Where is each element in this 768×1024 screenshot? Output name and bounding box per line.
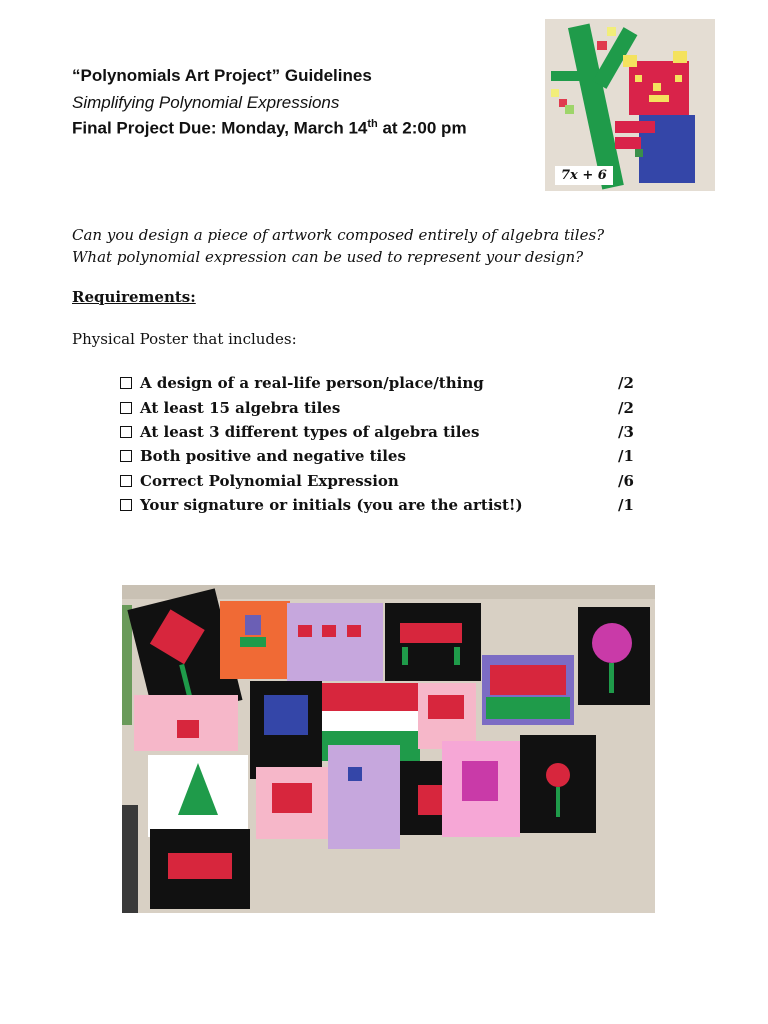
checklist-item [120, 395, 640, 419]
example-expression: 7x + 6 [555, 166, 613, 185]
checkbox[interactable] [120, 450, 132, 462]
student-gallery-photo [122, 585, 655, 913]
due-date: Final Project Due: Monday, March 14th at 2:00 pm [72, 118, 467, 138]
checklist-item-points: /1 [618, 447, 634, 466]
requirements-heading: Requirements: [72, 288, 196, 306]
checklist-item-text: At least 3 different types of algebra tiles [140, 422, 480, 441]
question-line: What polynomial expression can be used to represent your design? [72, 248, 584, 266]
checkbox[interactable] [120, 377, 132, 389]
checkbox[interactable] [120, 426, 132, 438]
requirements-checklist [120, 371, 640, 517]
guiding-questions [72, 224, 604, 268]
checklist-item-text: Both positive and negative tiles [140, 447, 406, 466]
checklist-item-text: At least 15 algebra tiles [140, 398, 341, 417]
gallery-wall-image [122, 585, 655, 913]
checklist-item [120, 371, 640, 395]
checklist-item-text: Correct Polynomial Expression [140, 471, 399, 490]
document-title: “Polynomials Art Project” Guidelines [72, 66, 372, 85]
checklist-item [120, 469, 640, 493]
checklist-item-text: Your signature or initials (you are the artist!) [140, 496, 523, 515]
checklist-item [120, 493, 640, 517]
document-subtitle: Simplifying Polynomial Expressions [72, 93, 340, 112]
checklist-item-text: A design of a real-life person/place/thing [140, 374, 484, 393]
requirements-intro: Physical Poster that includes: [72, 330, 297, 348]
checklist-item-points: /1 [618, 496, 634, 515]
checklist-item-points: /3 [618, 422, 634, 441]
checklist-item [120, 444, 640, 468]
checkbox[interactable] [120, 475, 132, 487]
checkbox[interactable] [120, 402, 132, 414]
example-artwork-photo [545, 19, 715, 191]
checklist-item [120, 420, 640, 444]
checklist-item-points: /2 [618, 374, 634, 393]
checkbox[interactable] [120, 499, 132, 511]
checklist-item-points: /6 [618, 471, 634, 490]
question-line: Can you design a piece of artwork composed entirely of algebra tiles? [72, 226, 605, 244]
checklist-item-points: /2 [618, 398, 634, 417]
